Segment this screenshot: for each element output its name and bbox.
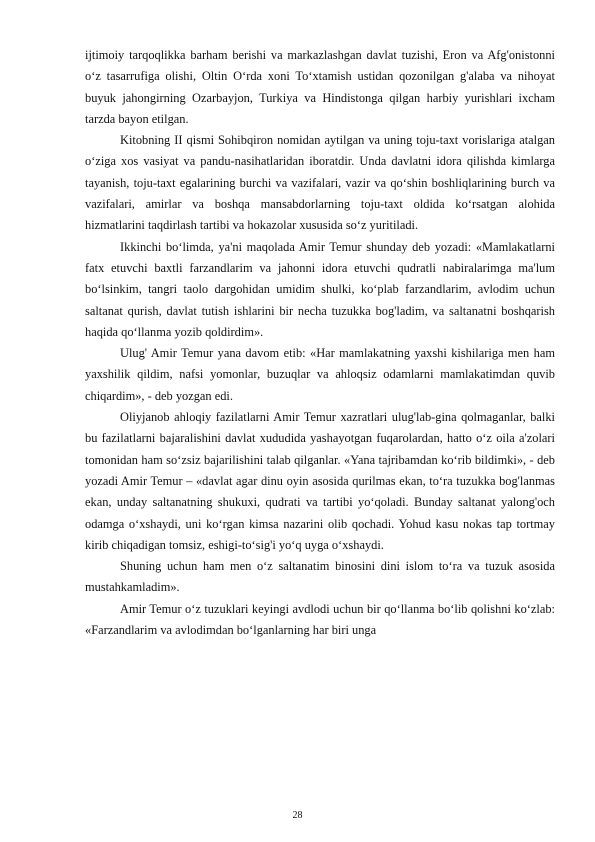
paragraph-2: Kitobning II qismi Sohibqiron nomidan aytilgan va uning toju-taxt vorislariga atalgan o‘ziga xos vasiyat va pandu-nasihatlaridan iboratdir. Unda davlatni idora qilishda kimlarga tayanish, toju-taxt egalarining burchi va vazifalari, vazir va qo‘shin boshliqlarining burch va vazifalari, amirlar va boshqa mansabdorlarning toju-taxt oldida ko‘rsatgan alohida hizmatlarini taqdirlash tartibi va hokazolar xususida so‘z yuritiladi. — [85, 133, 555, 233]
page-number: 28 — [292, 810, 303, 821]
paragraph-1: ijtimoiy tarqoqlikka barham berishi va markazlashgan davlat tuzishi, Eron va Afg'onistonni o‘z tasarrufiga olishi, Oltin O‘rda xoni To‘xtamish ustidan qozonilgan g'alaba va nihoyat buyuk jahongirning Ozarbayjon, Turkiya va Hindistonga qilgan harbiy yurishlari ixcham tarzda bayon etilgan. — [85, 48, 555, 126]
paragraph-5: Oliyjanob ahloqiy fazilatlarni Amir Temur xazratlari ulug'lab-gina qolmaganlar, balki bu fazilatlarni bajaralishini davlat xududida yashayotgan fuqarolardan, hatto o‘z oila a'zolari tomonidan ham so‘zsiz bajarilishini talab qilganlar. «Yana tajribamdan ko‘rib bildimki», - deb yozadi Amir Temur – «davlat agar dinu oyin asosida qurilmas ekan, to‘ra tuzukka bog'lanmas ekan, unday saltanatning shukuxi, qudrati va tartibi yo‘qoladi. Bunday saltanat yalong'och odamga o‘xshaydi, uni ko‘rgan kimsa nazarini olib qochadi. Yohud kasu nokas tap tortmay kirib chiqadigan tomsiz, eshigi-to‘sig'i yo‘q uyga o‘xshaydi. — [85, 410, 555, 552]
paragraph-3: Ikkinchi bo‘limda, ya'ni maqolada Amir Temur shunday deb yozadi: «Mamlakatlarni fatx etuvchi baxtli farzandlarim va jahonni idora etuvchi qudratli nabiralarimga ma'lum bo‘lsinkim, tangri taolo dargohidan umidim shulki, ko‘plab farzandlarim, avlodim uchun saltanat qurish, davlat tutish ishlarini bir necha tuzukka bog'ladim, va saltanatni boshqarish haqida qo‘llanma yozib qoldirdim». — [85, 239, 555, 339]
paragraph-7: Amir Temur o‘z tuzuklari keyingi avdlodi uchun bir qo‘llanma bo‘lib qolishni ko‘zlab: «Farzandlarim va avlodimdan bo‘lganlarning har biri unga — [85, 601, 555, 638]
paragraph-6: Shuning uchun ham men o‘z saltanatim binosini dini islom to‘ra va tuzuk asosida mustahkamladim». — [85, 559, 555, 595]
paragraph-4: Ulug' Amir Temur yana davom etib: «Har mamlakatning yaxshi kishilariga men ham yaxshilik qildim, nafsi yomonlar, buzuqlar va ahloqsiz odamlarni mamlakatimdan quvib chiqardim», - deb yozgan edi. — [85, 346, 555, 403]
document-body — [85, 45, 555, 641]
